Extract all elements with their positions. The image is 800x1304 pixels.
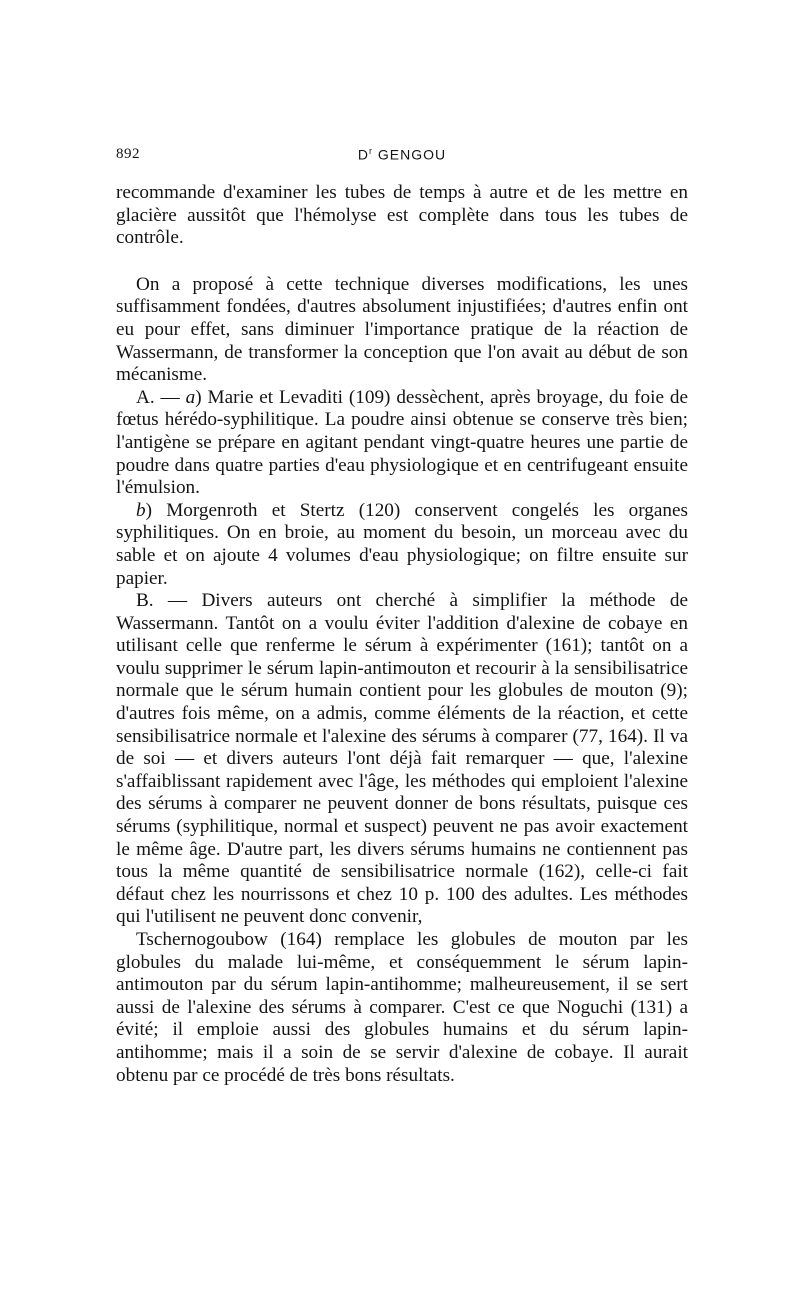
item-a-text: ) Marie et Levaditi (109) dessèchent, après broyage, du foie de fœtus hérédo-syphilitique. La poudre ainsi obtenue se conserve très bien; l'antigène se prépare en agitant pendant vingt-quatre heures une partie de poudre dans quatre parties d'eau physiologique et en centrifugeant ensuite l'émulsion. (116, 386, 688, 499)
page (116, 146, 688, 1087)
page-number: 892 (116, 146, 140, 162)
paragraph-section-a (116, 387, 688, 500)
author-sup: r (369, 146, 373, 156)
paragraph-section-b: B. — Divers auteurs ont cherché à simplifier la méthode de Wassermann. Tantôt on a voulu éviter l'addition d'alexine de cobaye en utilisant celle que renferme le sérum à expérimenter (161); tantôt on a voulu supprimer le sérum lapin-antimouton et recourir à la sensibilisatrice normale que le sérum humain contient pour les globules de mouton (9); d'autres fois même, on a admis, comme éléments de la réaction, et cette sensibilisatrice normale et l'alexine des sérums à comparer (77, 164). Il va de soi — et divers auteurs l'ont déjà fait remarquer — que, l'alexine s'affaiblissant rapidement avec l'âge, les méthodes qui emploient l'alexine des sérums à comparer ne peuvent donner de bons résultats, puisque ces sérums (syphilitique, normal et suspect) peuvent ne pas avoir exactement le même âge. D'autre part, les divers sérums humains ne contiennent pas tous la même quantité de sensibilisatrice normale (162), celle-ci fait défaut chez les nourrissons et chez 10 p. 100 des adultes. Les méthodes qui l'utilisent ne peuvent donc convenir, (116, 590, 688, 928)
paragraph-modifications: On a proposé à cette technique diverses modifications, les unes suffisamment fondées, d'autres absolument injustifiées; d'autres enfin ont eu pour effet, sans diminuer l'importance pratique de la réaction de Wassermann, de transformer la conception que l'on avait au début de son mécanisme. (116, 273, 688, 386)
paragraph-item-b (116, 500, 688, 590)
item-b-marker: b (136, 499, 146, 521)
paragraph-continuation: recommande d'examiner les tubes de temps à autre et de les mettre en glacière aussitôt que l'hémolyse est complète dans tous les tubes de contrôle. (116, 182, 688, 249)
item-b-text: ) Morgenroth et Stertz (120) conservent congelés les organes syphilitiques. On en broie, au moment du besoin, un morceau avec du sable et on ajoute 4 volumes d'eau physiologique; on filtre ensuite sur papier. (116, 499, 688, 589)
item-a-marker: a (185, 386, 196, 408)
section-a-lead: A. — (136, 386, 186, 408)
body-text (116, 182, 688, 1087)
page-header (116, 146, 688, 174)
running-title (116, 146, 688, 163)
author-prefix: D (357, 146, 369, 163)
author-name: GENGOU (377, 146, 447, 163)
paragraph-tschernogoubow: Tschernogoubow (164) remplace les globules de mouton par les globules du malade lui-même, et conséquemment le sérum lapin-antimouton par du sérum lapin-antihomme; malheureusement, il se sert aussi de l'alexine des sérums à comparer. C'est ce que Noguchi (131) a évité; il emploie aussi des globules humains et du sérum lapin-antihomme; mais il a soin de se servir d'alexine de cobaye. Il aurait obtenu par ce procédé de très bons résultats. (116, 929, 688, 1086)
